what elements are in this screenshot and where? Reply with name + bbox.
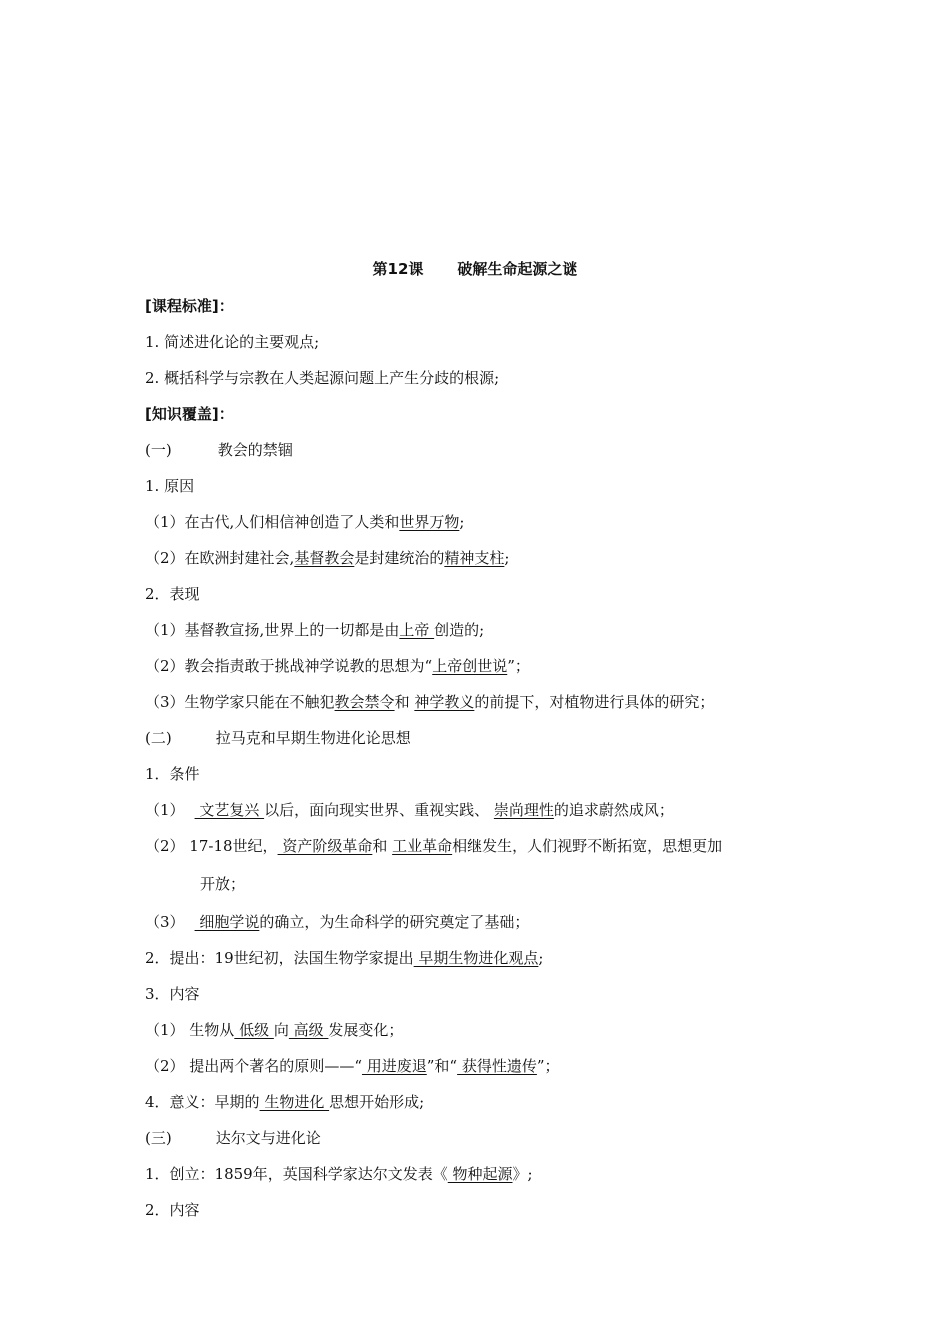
text-segment: (一) bbox=[145, 441, 172, 459]
text-segment: 达尔文与进化论 bbox=[215, 1129, 321, 1147]
heading-curriculum-standard: [课程标准]： bbox=[145, 297, 234, 315]
blank-answer: 早期生物进化观点 bbox=[413, 949, 539, 967]
blank-answer: 高级 bbox=[288, 1021, 329, 1039]
text-segment: 的前提下，对植物进行具体的研究； bbox=[474, 693, 715, 711]
text-segment: 4．意义：早期的 bbox=[145, 1093, 260, 1111]
text-segment: ”； bbox=[536, 1057, 560, 1075]
section-2-significance bbox=[145, 1092, 424, 1112]
text-segment: 是封建统治的 bbox=[354, 549, 445, 567]
text-segment: ”和“ bbox=[426, 1057, 458, 1075]
section-1-manifest-1 bbox=[145, 620, 484, 640]
blank-answer: 崇尚理性 bbox=[493, 801, 554, 819]
blank-answer: 文艺复兴 bbox=[194, 801, 265, 819]
section-2-content-2 bbox=[145, 1056, 560, 1076]
text-segment: （3） bbox=[145, 913, 185, 931]
text-segment: （3）生物学家只能在不触犯 bbox=[145, 693, 335, 711]
section-1-cause-heading: 1. 原因 bbox=[145, 477, 195, 495]
standard-item-1: 1. 简述进化论的主要观点; bbox=[145, 333, 320, 351]
blank-answer: 生物进化 bbox=[259, 1093, 330, 1111]
section-2-proposal bbox=[145, 948, 543, 968]
blank-answer: 世界万物 bbox=[399, 513, 460, 531]
blank-answer: 物种起源 bbox=[447, 1165, 513, 1183]
section-1-manifest-heading: 2．表现 bbox=[145, 585, 200, 603]
text-segment: 的确立，为生命科学的研究奠定了基础； bbox=[259, 913, 530, 931]
blank-answer: 资产阶级革命 bbox=[277, 837, 373, 855]
text-segment: 1．创立：1859年，英国科学家达尔文发表《 bbox=[145, 1165, 448, 1183]
blank-answer: 用进废退 bbox=[361, 1057, 427, 1075]
section-3-content-heading: 2．内容 bbox=[145, 1201, 200, 1219]
text-segment: （1） bbox=[145, 801, 185, 819]
text-segment: 创造的; bbox=[434, 621, 485, 639]
text-segment: (二) bbox=[145, 729, 172, 747]
blank-answer: 精神支柱 bbox=[444, 549, 505, 567]
section-2-condition-2-continued: 开放； bbox=[200, 875, 246, 893]
section-2-condition-2 bbox=[145, 836, 722, 856]
text-segment: 相继发生，人们视野不断拓宽，思想更加 bbox=[452, 837, 723, 855]
text-segment: （1）基督教宣扬,世界上的一切都是由 bbox=[145, 621, 400, 639]
text-segment: （2） 提出两个著名的原则——“ bbox=[145, 1057, 362, 1075]
section-2-condition-3 bbox=[145, 912, 529, 932]
page-title bbox=[0, 258, 950, 279]
section-2-conditions-heading: 1．条件 bbox=[145, 765, 200, 783]
section-2-content-1 bbox=[145, 1020, 403, 1040]
blank-answer: 低级 bbox=[234, 1021, 274, 1039]
section-1-heading bbox=[145, 440, 293, 460]
lesson-number: 第12课 bbox=[372, 260, 424, 278]
heading-knowledge-coverage: [知识覆盖]： bbox=[145, 405, 234, 423]
section-3-heading bbox=[145, 1128, 321, 1148]
blank-answer: 教会禁令 bbox=[334, 693, 395, 711]
lesson-name: 破解生命起源之谜 bbox=[457, 260, 578, 278]
blank-answer: 上帝 bbox=[399, 621, 435, 639]
text-segment: 发展变化； bbox=[328, 1021, 404, 1039]
text-segment: 的追求蔚然成风； bbox=[553, 801, 674, 819]
text-segment: 教会的禁锢 bbox=[217, 441, 293, 459]
text-segment: （2）在欧洲封建社会, bbox=[145, 549, 295, 567]
text-segment: (三) bbox=[145, 1129, 172, 1147]
blank-answer: 上帝创世说 bbox=[432, 657, 508, 675]
text-segment: 向 bbox=[273, 1021, 289, 1039]
text-segment: 以后，面向现实世界、重视实践、 bbox=[264, 801, 494, 819]
section-2-content-heading: 3．内容 bbox=[145, 985, 200, 1003]
text-segment: 和 bbox=[372, 837, 393, 855]
text-segment: （2） 17-18世纪， bbox=[145, 837, 278, 855]
standard-item-2: 2. 概括科学与宗教在人类起源问题上产生分歧的根源; bbox=[145, 369, 500, 387]
text-segment: ; bbox=[459, 513, 465, 531]
blank-answer: 基督教会 bbox=[294, 549, 355, 567]
text-segment: （2）教会指责敢于挑战神学说教的思想为“ bbox=[145, 657, 433, 675]
text-segment: 思想开始形成; bbox=[329, 1093, 425, 1111]
text-segment: 和 bbox=[394, 693, 415, 711]
section-1-manifest-3 bbox=[145, 692, 714, 712]
text-segment: ; bbox=[504, 549, 510, 567]
text-segment: （1） 生物从 bbox=[145, 1021, 235, 1039]
section-1-cause-1 bbox=[145, 512, 464, 532]
blank-answer: 获得性遗传 bbox=[457, 1057, 537, 1075]
section-3-creation bbox=[145, 1164, 533, 1184]
section-1-cause-2 bbox=[145, 548, 509, 568]
text-segment: （1）在古代,人们相信神创造了人类和 bbox=[145, 513, 400, 531]
blank-answer: 细胞学说 bbox=[194, 913, 260, 931]
section-2-heading bbox=[145, 728, 411, 748]
section-1-manifest-2 bbox=[145, 656, 530, 676]
blank-answer: 工业革命 bbox=[392, 837, 453, 855]
text-segment: 拉马克和早期生物进化论思想 bbox=[215, 729, 411, 747]
blank-answer: 神学教义 bbox=[414, 693, 475, 711]
text-segment: 2．提出：19世纪初，法国生物学家提出 bbox=[145, 949, 414, 967]
text-segment: ; bbox=[538, 949, 544, 967]
text-segment: ”； bbox=[507, 657, 530, 675]
section-2-condition-1 bbox=[145, 800, 674, 820]
text-segment: 》; bbox=[512, 1165, 533, 1183]
